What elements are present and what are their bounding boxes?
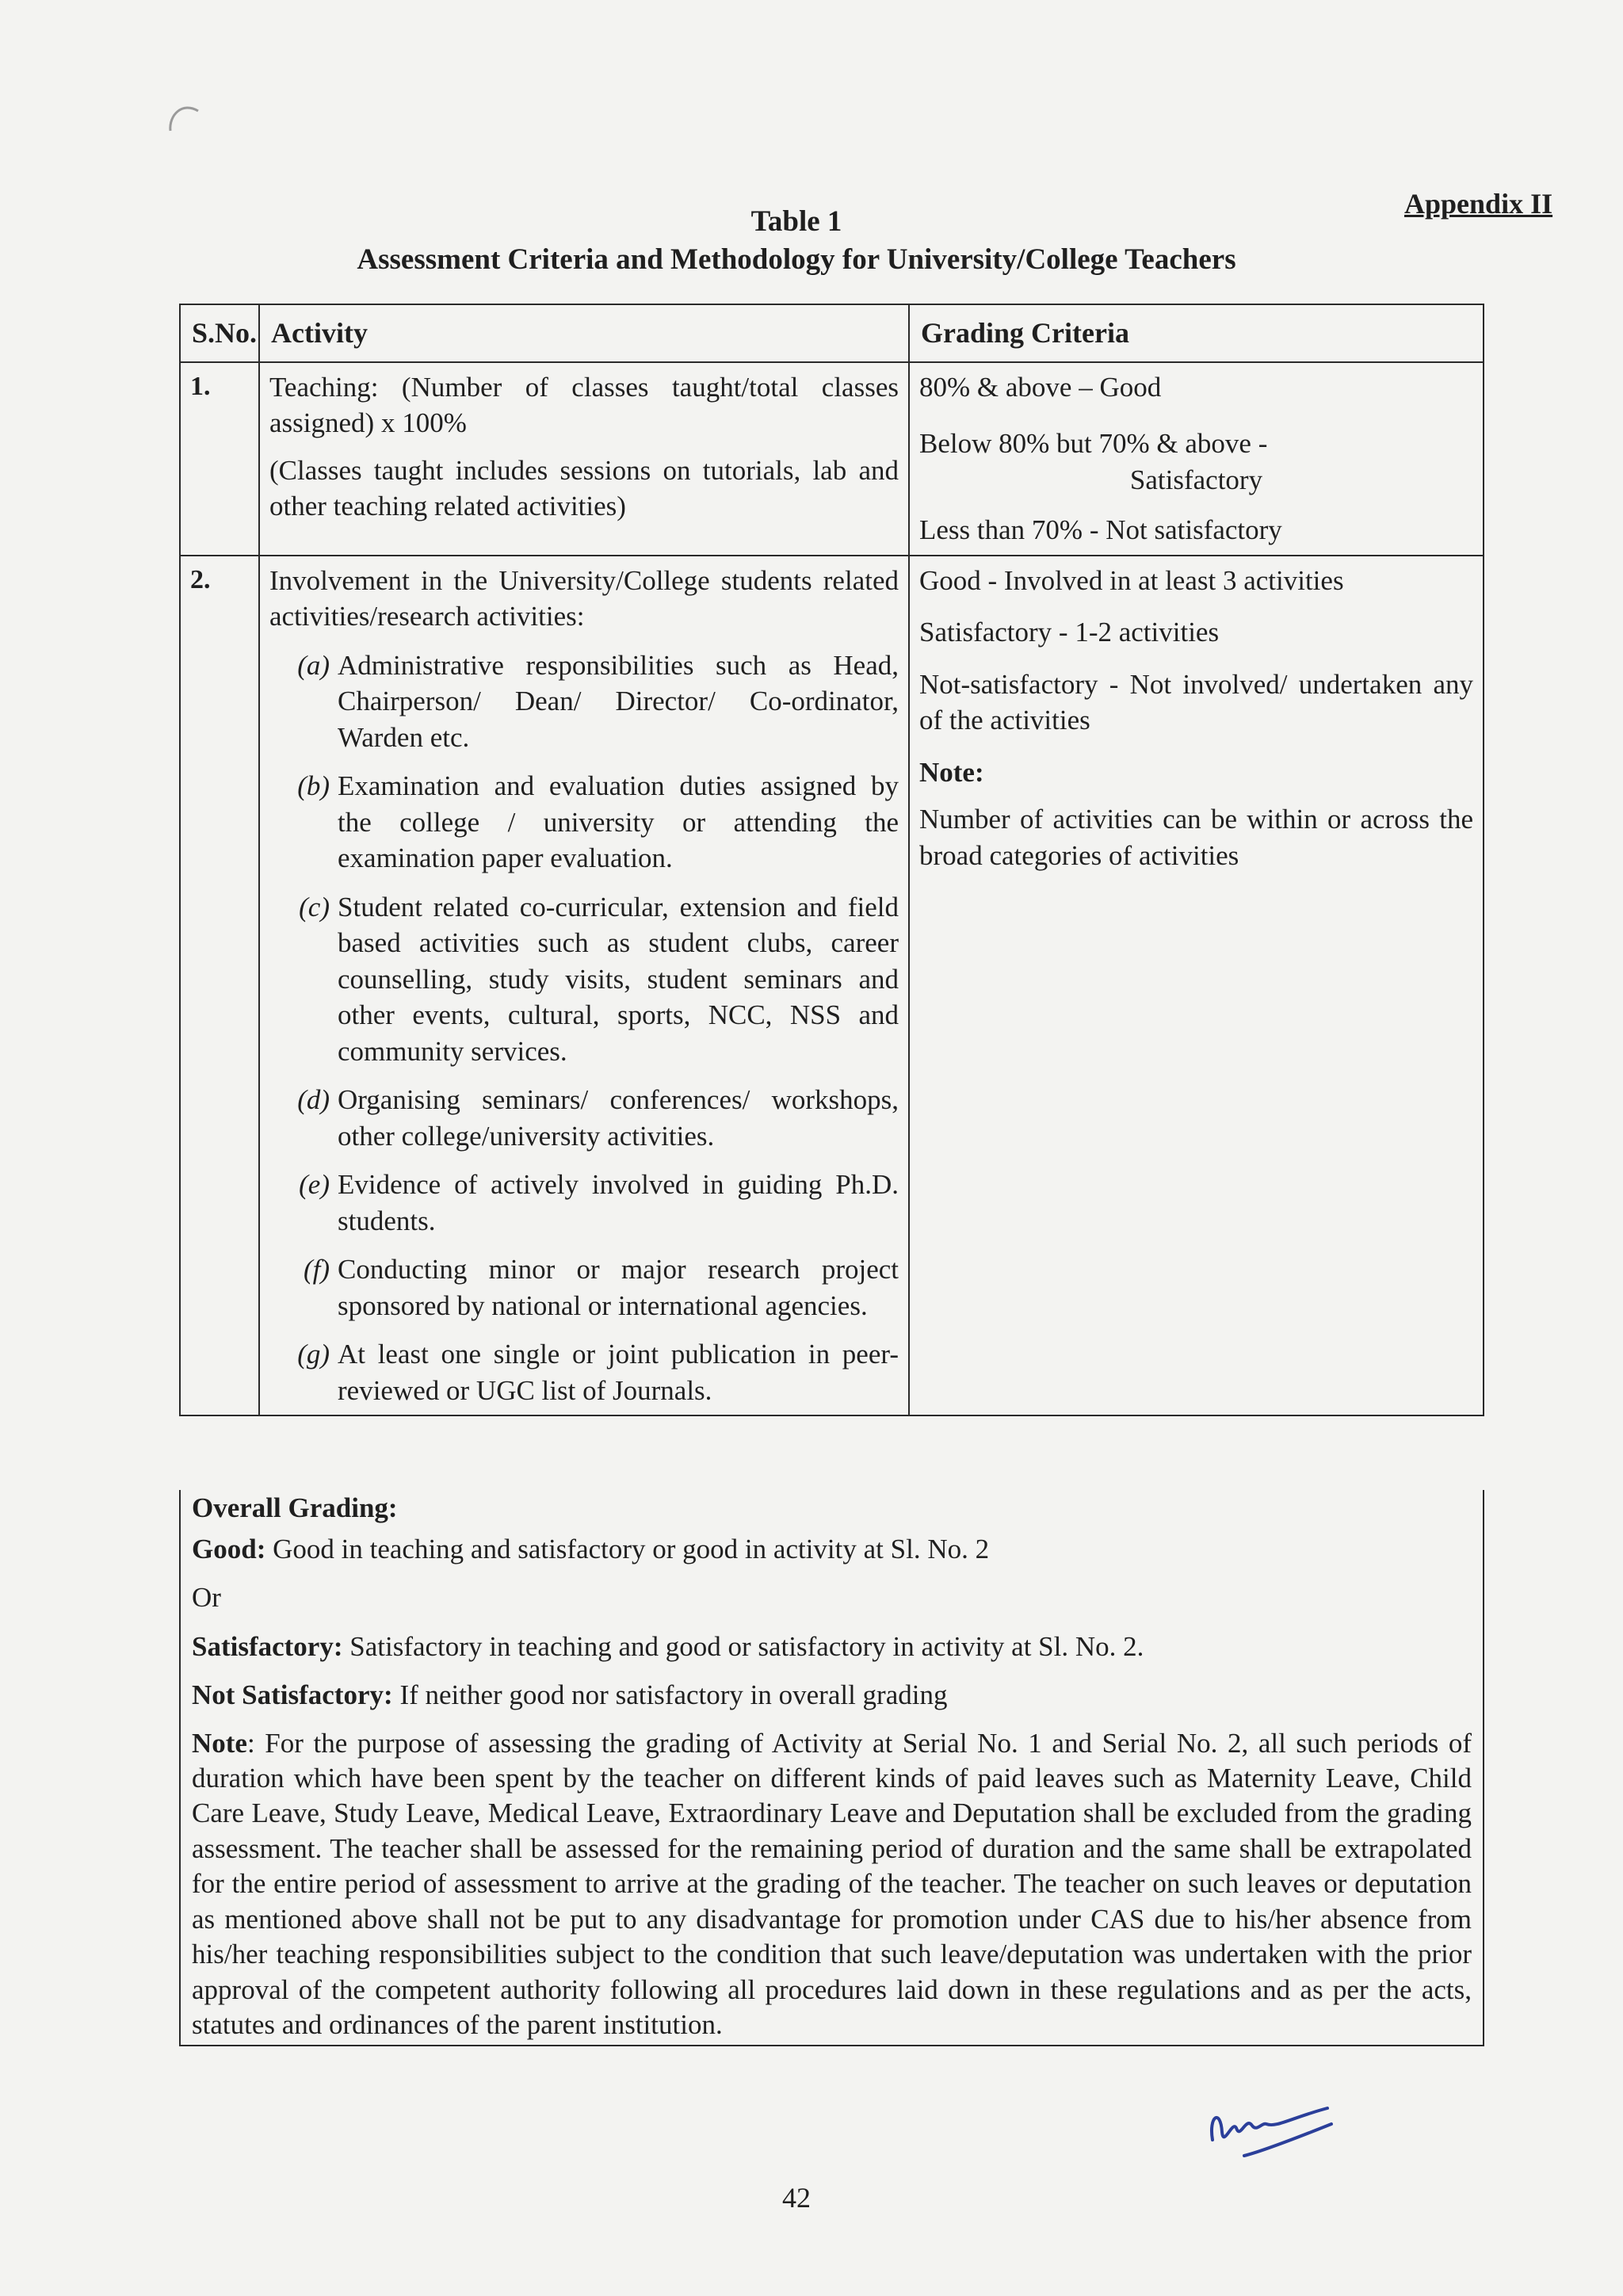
- teaching-note: (Classes taught includes sessions on tutorials, lab and other teaching related activities): [269, 454, 899, 522]
- list-item: (g) At least one single or joint publication in peer- reviewed or UGC list of Journals.: [297, 1339, 899, 1406]
- grade-good: 80% & above – Good: [919, 371, 1162, 403]
- list-item: (e) Evidence of actively involved in guiding Ph.D. students.: [299, 1169, 899, 1236]
- overall-or: Or: [192, 1582, 221, 1613]
- list-item: (f) Conducting minor or major research project sponsored by national or international agencies.: [303, 1254, 899, 1321]
- assessment-table: [179, 304, 1484, 1416]
- note-text: Number of activities can be within or across the broad categories of activities: [919, 804, 1473, 871]
- table-number: Table 1: [750, 205, 842, 238]
- activity-cell: [259, 362, 909, 556]
- grading-cell: [909, 362, 1484, 556]
- header-grading: Grading Criteria: [909, 304, 1484, 362]
- overall-title: Overall Grading:: [192, 1492, 398, 1523]
- grade-satisfactory: [919, 426, 1473, 498]
- table-header-row: [180, 304, 1484, 362]
- overall-good: Good: Good in teaching and satisfactory or good in activity at Sl. No. 2: [192, 1533, 990, 1564]
- grade-not-satisfactory: Less than 70% - Not satisfactory: [919, 514, 1282, 546]
- activity-cell: [259, 556, 909, 1416]
- table-row: [180, 362, 1484, 556]
- overall-not-satisfactory: Not Satisfactory: If neither good nor satisfactory in overall grading: [192, 1679, 948, 1710]
- list-item: (b) Examination and evaluation duties assigned by the college / university or attending the examination paper evaluation.: [297, 770, 899, 874]
- grade-good: Good - Involved in at least 3 activities: [919, 564, 1344, 596]
- overall-grading-box: [179, 1490, 1484, 2046]
- row-sno: 2.: [180, 556, 259, 1416]
- grade-satisfactory-line1: Below 80% but 70% & above -: [919, 428, 1268, 460]
- table-row: [180, 556, 1484, 1416]
- header-sno: S.No.: [180, 304, 259, 362]
- teaching-formula: Teaching: (Number of classes taught/total classes assigned) x 100%: [269, 371, 899, 439]
- row-sno: 1.: [180, 362, 259, 556]
- table-title: Assessment Criteria and Methodology for University/College Teachers: [357, 243, 1236, 276]
- list-item: (d) Organising seminars/ conferences/ workshops, other college/university activities.: [297, 1084, 899, 1152]
- header-activity: Activity: [259, 304, 909, 362]
- grade-not-satisfactory: Not-satisfactory - Not involved/ undertaken any of the activities: [919, 668, 1473, 736]
- involvement-intro: Involvement in the University/College students related activities/research activities:: [269, 564, 899, 632]
- activity-list: [269, 648, 899, 1409]
- appendix-label: Appendix II: [1404, 188, 1553, 220]
- grade-satisfactory: Satisfactory - 1-2 activities: [919, 617, 1220, 648]
- note-label: Note:: [919, 756, 984, 788]
- list-item: (c) Student related co-curricular, extension and field based activities such as student clubs, career counselling, study visits, student seminars and other events, cultural, sports, NCC, NSS and community services.: [299, 891, 899, 1067]
- grade-satisfactory-line2: Satisfactory: [1129, 464, 1263, 495]
- overall-satisfactory: Satisfactory: Satisfactory in teaching and good or satisfactory in activity at Sl. No. 2.: [192, 1630, 1144, 1662]
- list-item: (a) Administrative responsibilities such as Head, Chairperson/ Dean/ Director/ Co-ordinator, Warden etc.: [297, 649, 899, 753]
- overall-note: Note: For the purpose of assessing the grading of Activity at Serial No. 1 and Serial No. 2, all such periods of duration which have been spent by the teacher on different kinds of paid leaves such as Maternity Leave, Child Care Leave, Study Leave, Medical Leave, Extraordinary Leave and Deputation shall be excluded from the grading assessment. The teacher shall be assessed for the remaining period of duration and the same shall be extrapolated for the entire period of assessment to arrive at the grading of the teacher. The teacher on such leaves or deputation as mentioned above shall not be put to any disadvantage for promotion under CAS due to his/her absence from his/her teaching responsibilities subject to the condition that such leave/deputation was undertaken with the prior approval of the competent authority following all procedures laid down in these regulations and as per the acts, statutes and ordinances of the parent institution.: [192, 1727, 1472, 2040]
- page-number: 42: [782, 2182, 811, 2214]
- smudge-mark: [155, 87, 218, 151]
- signature: [1189, 2084, 1347, 2172]
- grading-cell: [909, 556, 1484, 1416]
